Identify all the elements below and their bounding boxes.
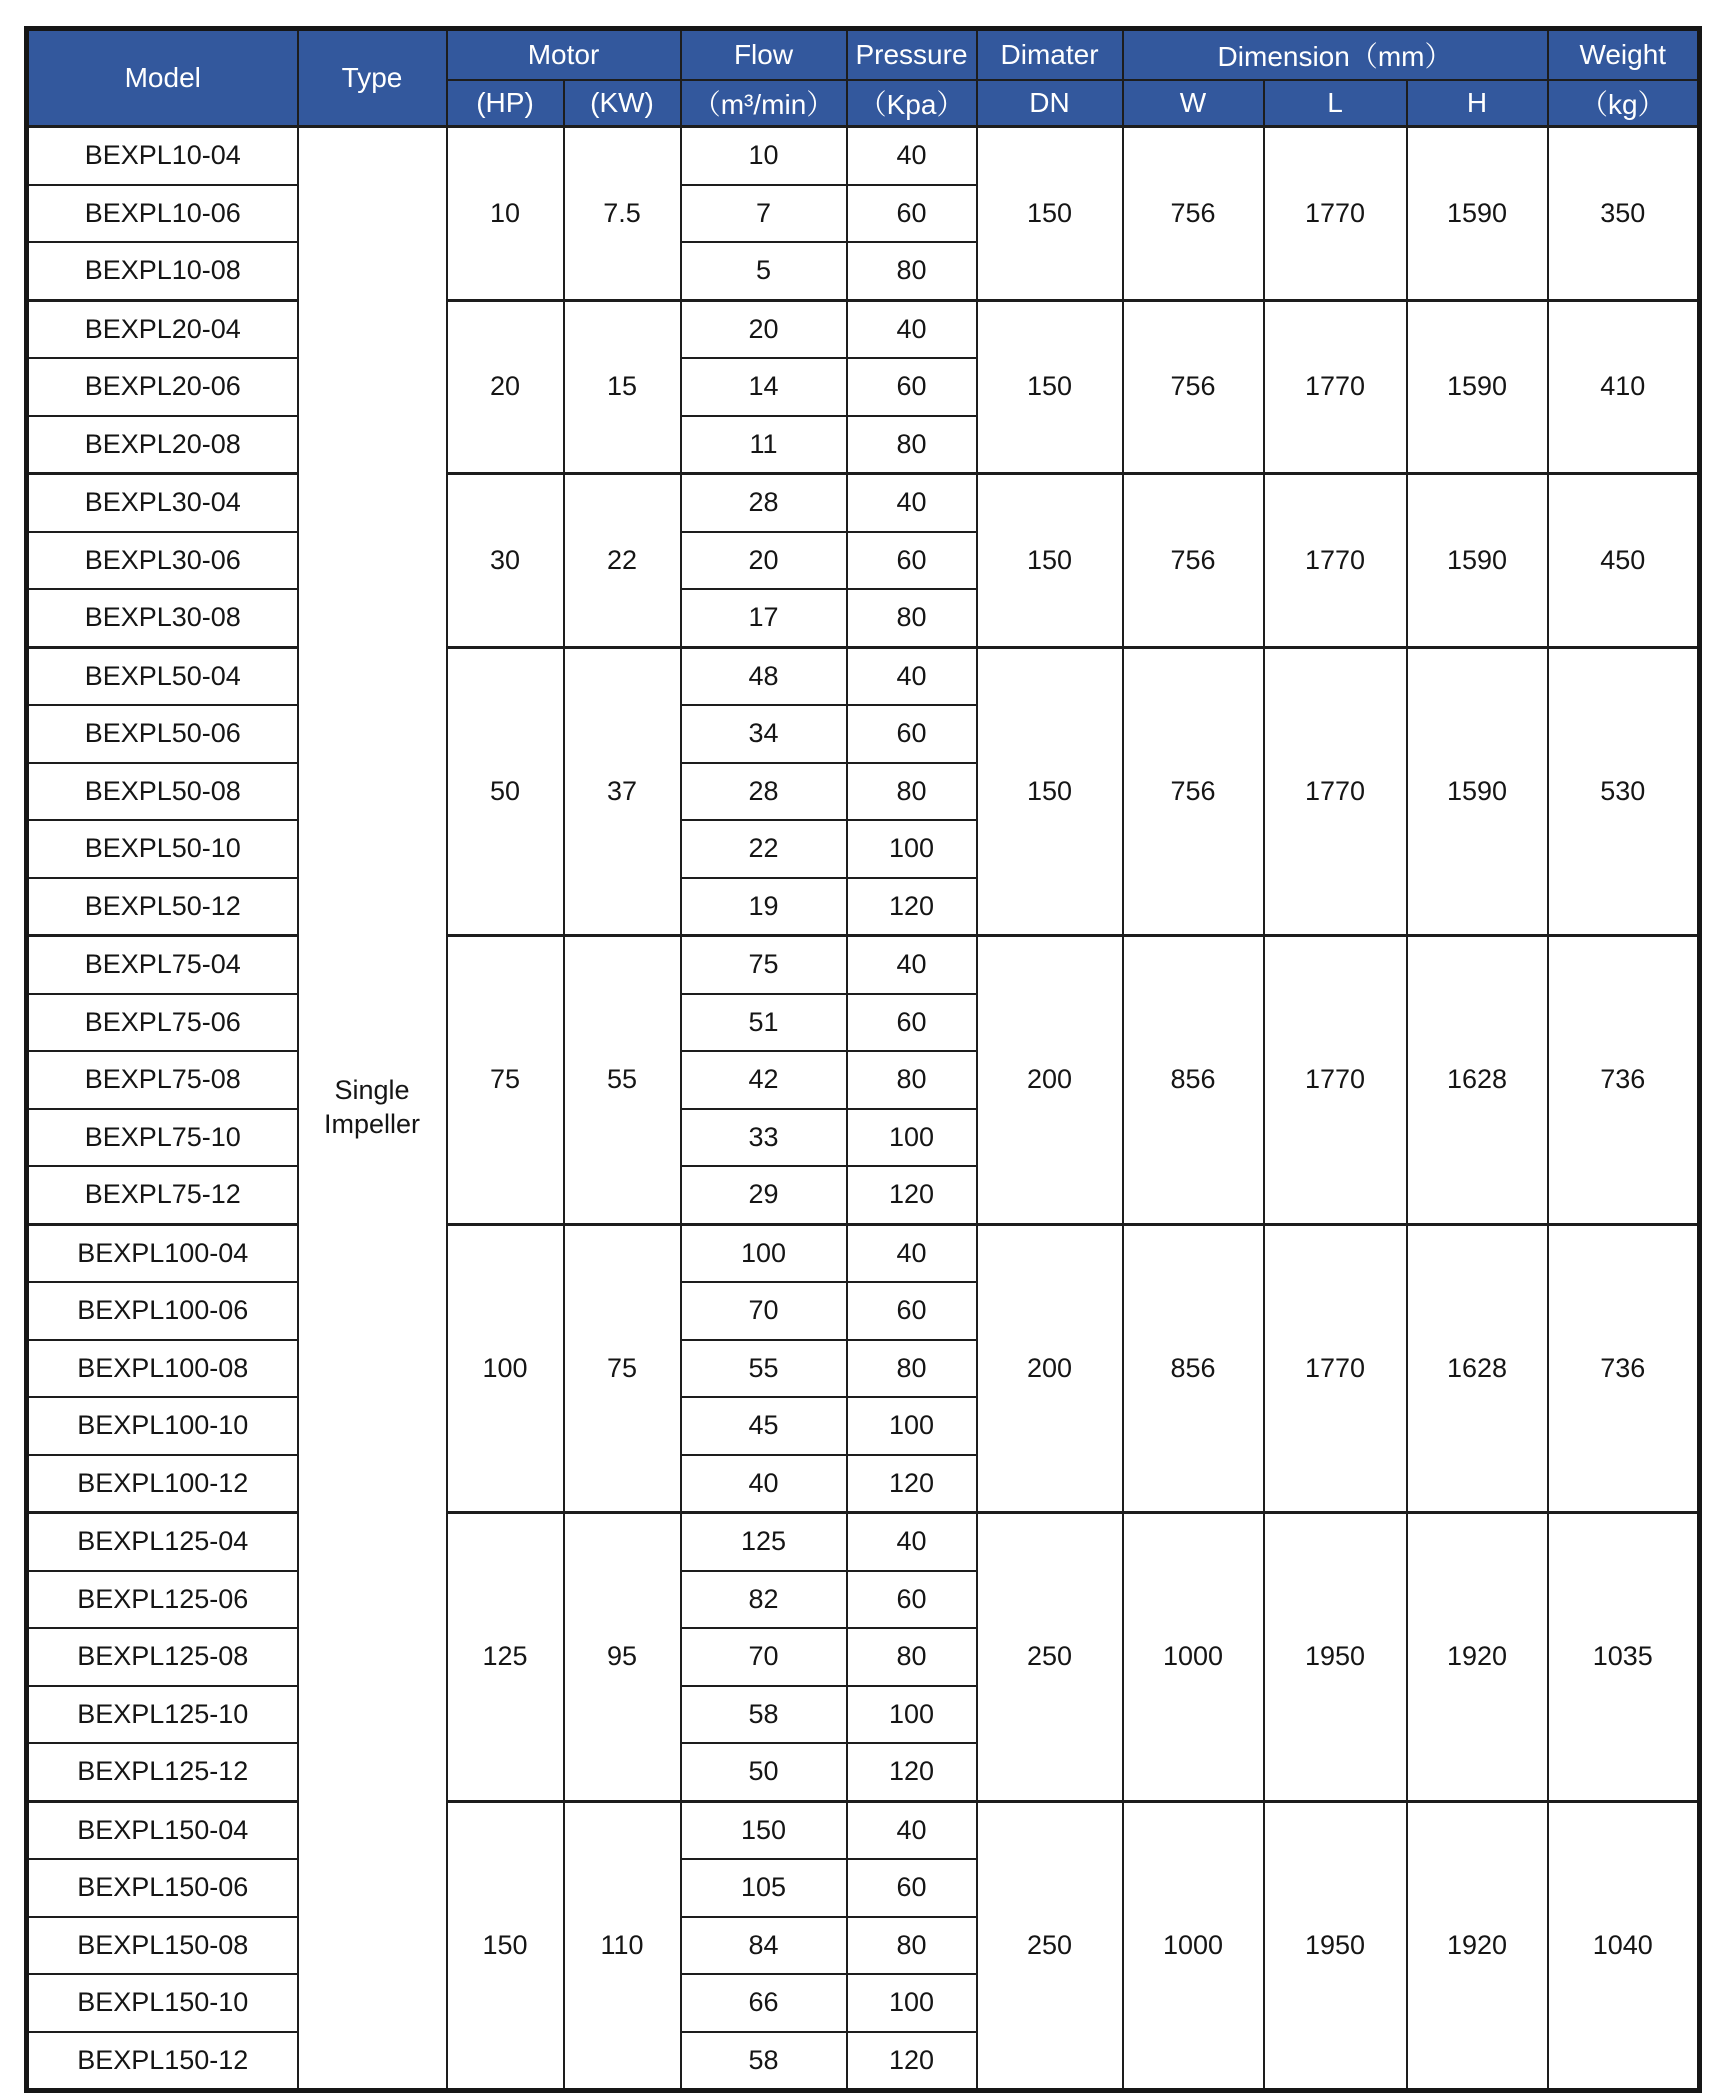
dim-h-cell: 1628	[1407, 936, 1548, 1225]
motor-hp-cell: 125	[447, 1513, 564, 1802]
header-weight: Weight	[1548, 29, 1700, 81]
table-row	[27, 1801, 1700, 1859]
pressure-cell: 40	[847, 1801, 977, 1859]
flow-cell: 50	[681, 1743, 847, 1801]
header-motor-kw: (KW)	[564, 80, 681, 127]
pressure-cell: 80	[847, 1917, 977, 1975]
dim-h-cell: 1590	[1407, 127, 1548, 301]
header-weight-unit: （kg）	[1548, 80, 1700, 127]
pressure-cell: 80	[847, 1628, 977, 1686]
header-dim-h: H	[1407, 80, 1548, 127]
flow-cell: 66	[681, 1974, 847, 2032]
pressure-cell: 100	[847, 1686, 977, 1744]
model-cell: BEXPL50-06	[27, 705, 298, 763]
pressure-cell: 60	[847, 994, 977, 1052]
pressure-cell: 60	[847, 1571, 977, 1629]
model-cell: BEXPL150-06	[27, 1859, 298, 1917]
flow-cell: 48	[681, 647, 847, 705]
model-cell: BEXPL125-06	[27, 1571, 298, 1629]
model-cell: BEXPL50-10	[27, 820, 298, 878]
motor-hp-cell: 100	[447, 1224, 564, 1513]
pressure-cell: 40	[847, 474, 977, 532]
diameter-dn-cell: 200	[977, 1224, 1123, 1513]
dim-l-cell: 1950	[1264, 1513, 1407, 1802]
pressure-cell: 60	[847, 185, 977, 243]
pressure-cell: 60	[847, 1282, 977, 1340]
weight-cell: 736	[1548, 936, 1700, 1225]
weight-cell: 736	[1548, 1224, 1700, 1513]
model-cell: BEXPL20-08	[27, 416, 298, 474]
table-row	[27, 127, 1700, 185]
dim-l-cell: 1770	[1264, 1224, 1407, 1513]
header-diameter-dn: DN	[977, 80, 1123, 127]
dim-w-cell: 1000	[1123, 1801, 1264, 2091]
diameter-dn-cell: 200	[977, 936, 1123, 1225]
dim-h-cell: 1920	[1407, 1513, 1548, 1802]
flow-cell: 105	[681, 1859, 847, 1917]
dim-l-cell: 1770	[1264, 300, 1407, 474]
model-cell: BEXPL50-12	[27, 878, 298, 936]
flow-cell: 51	[681, 994, 847, 1052]
model-cell: BEXPL50-04	[27, 647, 298, 705]
flow-cell: 22	[681, 820, 847, 878]
model-cell: BEXPL75-06	[27, 994, 298, 1052]
model-cell: BEXPL150-10	[27, 1974, 298, 2032]
weight-cell: 450	[1548, 474, 1700, 648]
pressure-cell: 80	[847, 1340, 977, 1398]
pressure-cell: 40	[847, 647, 977, 705]
dim-w-cell: 1000	[1123, 1513, 1264, 1802]
dim-h-cell: 1628	[1407, 1224, 1548, 1513]
weight-cell: 530	[1548, 647, 1700, 936]
flow-cell: 125	[681, 1513, 847, 1571]
flow-cell: 58	[681, 2032, 847, 2091]
model-cell: BEXPL10-06	[27, 185, 298, 243]
flow-cell: 55	[681, 1340, 847, 1398]
motor-kw-cell: 7.5	[564, 127, 681, 301]
flow-cell: 58	[681, 1686, 847, 1744]
flow-cell: 20	[681, 532, 847, 590]
dim-w-cell: 756	[1123, 300, 1264, 474]
weight-cell: 1035	[1548, 1513, 1700, 1802]
header-flow: Flow	[681, 29, 847, 81]
header-dim-w: W	[1123, 80, 1264, 127]
flow-cell: 84	[681, 1917, 847, 1975]
model-cell: BEXPL125-12	[27, 1743, 298, 1801]
dim-w-cell: 856	[1123, 936, 1264, 1225]
dim-h-cell: 1590	[1407, 647, 1548, 936]
motor-kw-cell: 15	[564, 300, 681, 474]
motor-hp-cell: 75	[447, 936, 564, 1225]
pressure-cell: 60	[847, 705, 977, 763]
motor-kw-cell: 55	[564, 936, 681, 1225]
header-dim-l: L	[1264, 80, 1407, 127]
pressure-cell: 40	[847, 936, 977, 994]
table-row	[27, 1513, 1700, 1571]
pressure-cell: 80	[847, 416, 977, 474]
pressure-cell: 80	[847, 589, 977, 647]
flow-cell: 11	[681, 416, 847, 474]
model-cell: BEXPL75-08	[27, 1051, 298, 1109]
motor-kw-cell: 22	[564, 474, 681, 648]
table-row	[27, 647, 1700, 705]
model-cell: BEXPL30-04	[27, 474, 298, 532]
flow-cell: 33	[681, 1109, 847, 1167]
flow-cell: 150	[681, 1801, 847, 1859]
model-cell: BEXPL75-12	[27, 1166, 298, 1224]
flow-cell: 70	[681, 1628, 847, 1686]
flow-cell: 17	[681, 589, 847, 647]
model-cell: BEXPL150-08	[27, 1917, 298, 1975]
pressure-cell: 60	[847, 532, 977, 590]
header-pressure-unit: （Kpa）	[847, 80, 977, 127]
motor-kw-cell: 95	[564, 1513, 681, 1802]
model-cell: BEXPL100-04	[27, 1224, 298, 1282]
dim-w-cell: 756	[1123, 647, 1264, 936]
model-cell: BEXPL20-06	[27, 358, 298, 416]
dim-h-cell: 1590	[1407, 474, 1548, 648]
diameter-dn-cell: 150	[977, 127, 1123, 301]
spec-table	[24, 26, 1702, 2093]
pressure-cell: 80	[847, 763, 977, 821]
model-cell: BEXPL150-04	[27, 1801, 298, 1859]
model-cell: BEXPL125-08	[27, 1628, 298, 1686]
flow-cell: 28	[681, 763, 847, 821]
dim-w-cell: 856	[1123, 1224, 1264, 1513]
spec-table-body	[27, 127, 1700, 2091]
dim-h-cell: 1590	[1407, 300, 1548, 474]
dim-w-cell: 756	[1123, 127, 1264, 301]
table-row	[27, 300, 1700, 358]
motor-hp-cell: 20	[447, 300, 564, 474]
pressure-cell: 40	[847, 300, 977, 358]
pressure-cell: 100	[847, 1974, 977, 2032]
model-cell: BEXPL30-06	[27, 532, 298, 590]
flow-cell: 82	[681, 1571, 847, 1629]
model-cell: BEXPL100-12	[27, 1455, 298, 1513]
model-cell: BEXPL100-10	[27, 1397, 298, 1455]
pressure-cell: 40	[847, 1513, 977, 1571]
header-dimension: Dimension（mm）	[1123, 29, 1548, 81]
pressure-cell: 80	[847, 1051, 977, 1109]
dim-w-cell: 756	[1123, 474, 1264, 648]
model-cell: BEXPL30-08	[27, 589, 298, 647]
table-header	[27, 29, 1700, 127]
flow-cell: 7	[681, 185, 847, 243]
flow-cell: 14	[681, 358, 847, 416]
flow-cell: 28	[681, 474, 847, 532]
diameter-dn-cell: 150	[977, 474, 1123, 648]
flow-cell: 29	[681, 1166, 847, 1224]
model-cell: BEXPL50-08	[27, 763, 298, 821]
flow-cell: 10	[681, 127, 847, 185]
type-cell: Single Impeller	[298, 127, 447, 2091]
header-model: Model	[27, 29, 298, 127]
pressure-cell: 100	[847, 1397, 977, 1455]
pressure-cell: 120	[847, 2032, 977, 2091]
flow-cell: 40	[681, 1455, 847, 1513]
motor-hp-cell: 30	[447, 474, 564, 648]
weight-cell: 410	[1548, 300, 1700, 474]
table-row	[27, 474, 1700, 532]
weight-cell: 350	[1548, 127, 1700, 301]
flow-cell: 20	[681, 300, 847, 358]
flow-cell: 70	[681, 1282, 847, 1340]
header-row-1	[27, 29, 1700, 81]
motor-hp-cell: 150	[447, 1801, 564, 2091]
dim-l-cell: 1770	[1264, 127, 1407, 301]
flow-cell: 42	[681, 1051, 847, 1109]
motor-kw-cell: 37	[564, 647, 681, 936]
flow-cell: 45	[681, 1397, 847, 1455]
model-cell: BEXPL75-04	[27, 936, 298, 994]
header-motor-hp: (HP)	[447, 80, 564, 127]
pressure-cell: 40	[847, 127, 977, 185]
flow-cell: 5	[681, 242, 847, 300]
header-motor: Motor	[447, 29, 681, 81]
diameter-dn-cell: 250	[977, 1801, 1123, 2091]
flow-cell: 100	[681, 1224, 847, 1282]
header-pressure: Pressure	[847, 29, 977, 81]
pressure-cell: 120	[847, 1455, 977, 1513]
dim-l-cell: 1770	[1264, 474, 1407, 648]
model-cell: BEXPL125-10	[27, 1686, 298, 1744]
pressure-cell: 100	[847, 820, 977, 878]
flow-cell: 75	[681, 936, 847, 994]
model-cell: BEXPL150-12	[27, 2032, 298, 2091]
pressure-cell: 120	[847, 1743, 977, 1801]
model-cell: BEXPL10-08	[27, 242, 298, 300]
diameter-dn-cell: 250	[977, 1513, 1123, 1802]
weight-cell: 1040	[1548, 1801, 1700, 2091]
header-diameter: Dimater	[977, 29, 1123, 81]
header-type: Type	[298, 29, 447, 127]
model-cell: BEXPL125-04	[27, 1513, 298, 1571]
header-flow-unit: （m³/min）	[681, 80, 847, 127]
dim-l-cell: 1770	[1264, 647, 1407, 936]
dim-l-cell: 1770	[1264, 936, 1407, 1225]
model-cell: BEXPL75-10	[27, 1109, 298, 1167]
diameter-dn-cell: 150	[977, 300, 1123, 474]
motor-kw-cell: 110	[564, 1801, 681, 2091]
pressure-cell: 40	[847, 1224, 977, 1282]
flow-cell: 19	[681, 878, 847, 936]
model-cell: BEXPL100-08	[27, 1340, 298, 1398]
model-cell: BEXPL10-04	[27, 127, 298, 185]
table-row	[27, 1224, 1700, 1282]
pressure-cell: 120	[847, 878, 977, 936]
pressure-cell: 60	[847, 1859, 977, 1917]
motor-hp-cell: 10	[447, 127, 564, 301]
dim-l-cell: 1950	[1264, 1801, 1407, 2091]
table-row	[27, 936, 1700, 994]
flow-cell: 34	[681, 705, 847, 763]
motor-kw-cell: 75	[564, 1224, 681, 1513]
pressure-cell: 80	[847, 242, 977, 300]
model-cell: BEXPL20-04	[27, 300, 298, 358]
pressure-cell: 120	[847, 1166, 977, 1224]
dim-h-cell: 1920	[1407, 1801, 1548, 2091]
diameter-dn-cell: 150	[977, 647, 1123, 936]
motor-hp-cell: 50	[447, 647, 564, 936]
pressure-cell: 60	[847, 358, 977, 416]
model-cell: BEXPL100-06	[27, 1282, 298, 1340]
pressure-cell: 100	[847, 1109, 977, 1167]
